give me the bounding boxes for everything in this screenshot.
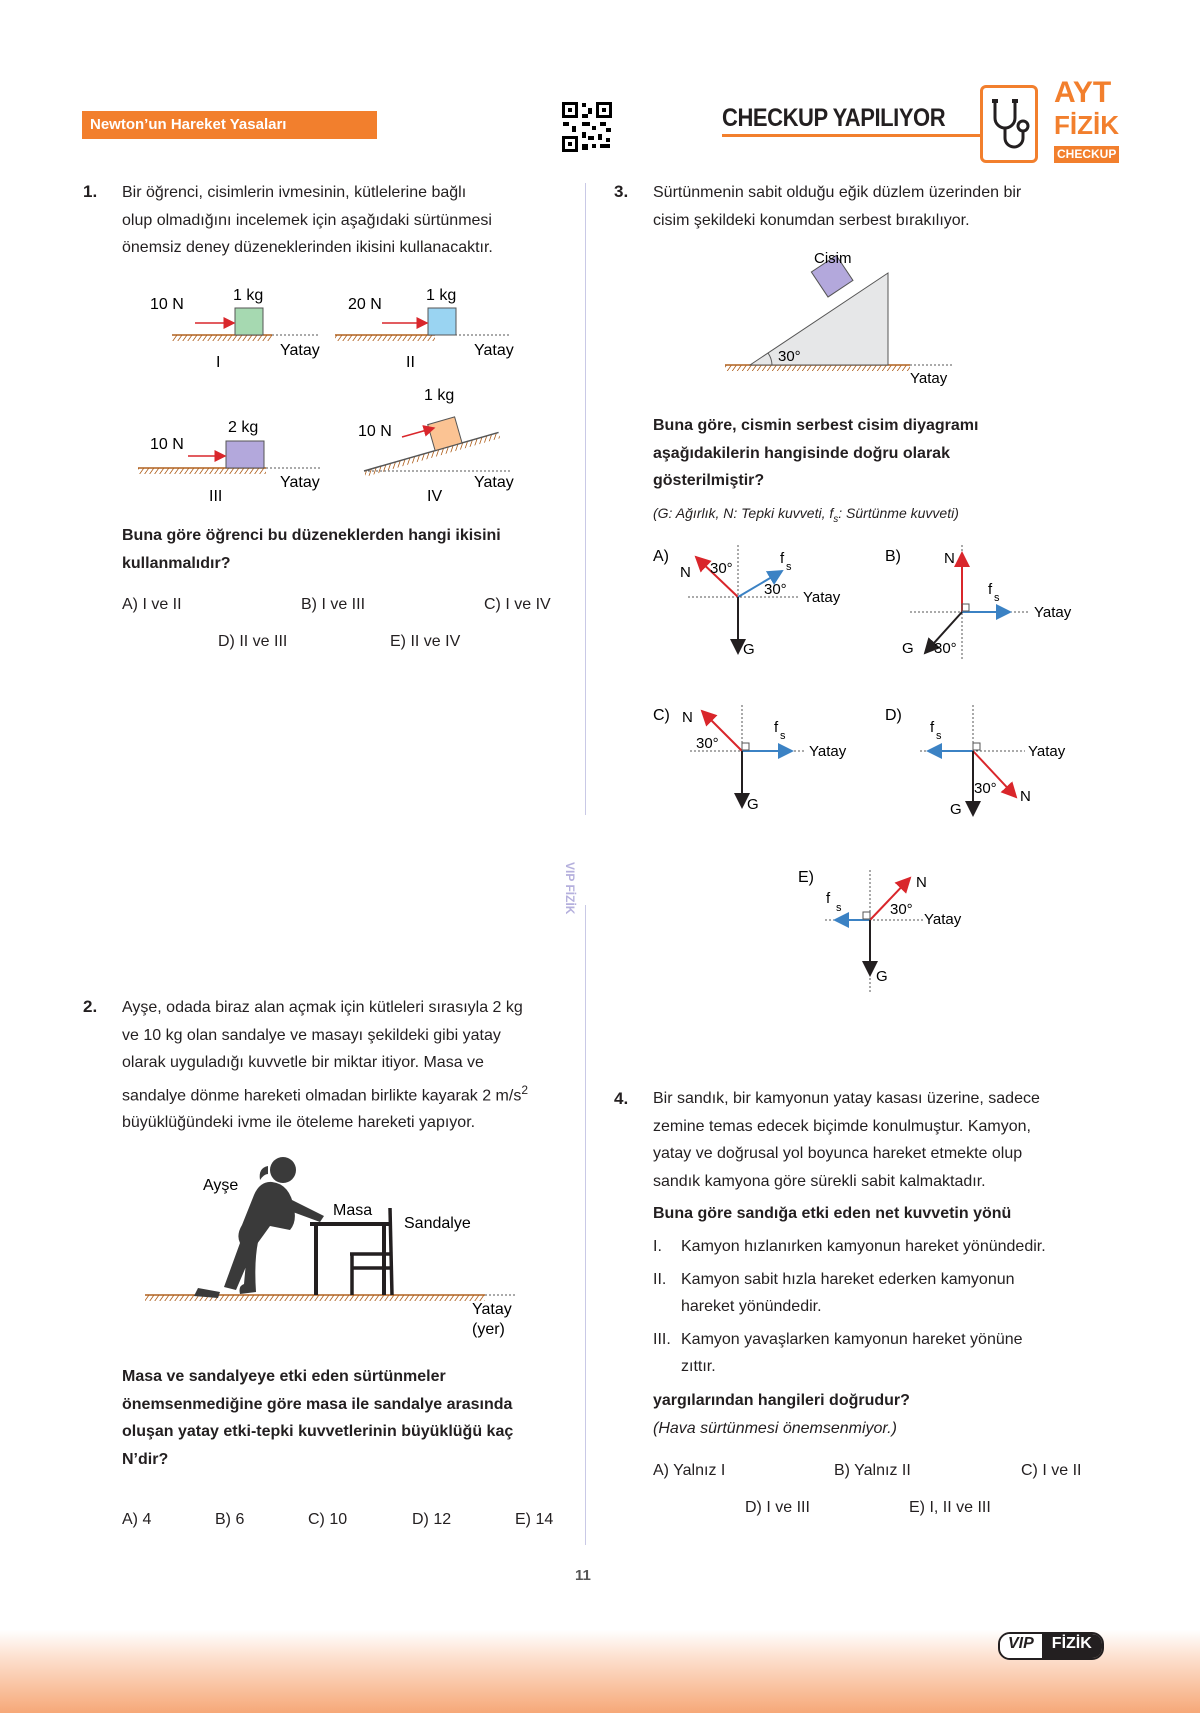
q1-question-line: Buna göre öğrenci bu düzeneklerden hangi ikisini <box>122 527 501 544</box>
setup-IV-force: 10 N <box>358 423 392 440</box>
stethoscope-icon <box>983 88 1035 160</box>
q3-text <box>653 179 1113 234</box>
q2-text-line: olarak uyguladığı kuvvetle bir miktar itiyor. Masa ve <box>122 1054 484 1071</box>
q3-number: 3. <box>614 182 629 201</box>
footer-brand-fizik: FİZİK <box>1042 1634 1102 1658</box>
setup-IV-mass: 1 kg <box>424 387 455 404</box>
setup-III-mass: 2 kg <box>228 419 259 436</box>
q2-text <box>122 994 572 1137</box>
q1-option-c[interactable]: C) I ve IV <box>484 596 551 613</box>
q3-c-s: s <box>780 730 786 742</box>
checkup-title: CHECKUP YAPILIYOR <box>722 104 946 132</box>
q2-text-line: Ayşe, odada biraz alan açmak için kütleleri sırasıyla 2 kg <box>122 999 523 1016</box>
q3-question-line: Buna göre, cismin serbest cisim diyagramı <box>653 417 979 434</box>
q3-option-a-label: A) <box>653 548 669 565</box>
q1-option-e[interactable]: E) II ve IV <box>390 633 461 650</box>
setup-III-label: III <box>209 488 223 505</box>
setup-I <box>150 287 320 371</box>
q3-a-s: s <box>786 561 792 573</box>
q2-text-line: ve 10 kg olan sandalye ve masayı şekildeki gibi yatay <box>122 1026 501 1044</box>
q4-option-c[interactable]: C) I ve II <box>1021 1462 1082 1479</box>
column-divider-top <box>585 183 586 815</box>
q3-option-b-label: B) <box>885 548 901 565</box>
q4-note: (Hava sürtünmesi önemsenmiyor.) <box>653 1420 897 1437</box>
q1-option-d[interactable]: D) II ve III <box>218 633 288 650</box>
setup-IV <box>357 387 514 505</box>
q3-e-G: G <box>876 968 888 985</box>
q4-text-line: sandık kamyona göre sürekli sabit kalmaktadır. <box>653 1172 986 1190</box>
q3-e-s: s <box>836 902 842 914</box>
q4-statement-2 <box>653 1266 1113 1321</box>
brand-fizik: FİZİK <box>1054 110 1119 140</box>
q4-prompt: Buna göre sandığa etki eden net kuvvetin yönü <box>653 1205 1012 1222</box>
q3-b-angle: 30° <box>934 640 957 657</box>
q3-text-line: Sürtünmenin sabit olduğu eğik düzlem üzerinden bir <box>653 184 1022 201</box>
table-shape <box>310 1224 390 1295</box>
q3-b-G: G <box>902 640 914 657</box>
setup-III-surface: Yatay <box>280 474 320 491</box>
q3-b-f: f <box>988 581 993 598</box>
q3-legend <box>653 505 959 525</box>
q3-e-angle: 30° <box>890 901 913 918</box>
q3-incline-figure <box>720 245 960 390</box>
q3-angle-label: 30° <box>778 348 801 365</box>
q3-question-line: aşağıdakilerin hangisinde doğru olarak <box>653 444 950 462</box>
q1-question-line: kullanmalıdır? <box>122 554 231 572</box>
q4-statement-line: Kamyon yavaşlarken kamyonun hareket yönüne <box>681 1330 1023 1348</box>
q3-b-surface: Yatay <box>1034 604 1072 621</box>
q2-text-line: büyüklüğündeki ivme ile öteleme hareketi yapıyor. <box>122 1114 476 1132</box>
q3-c-N: N <box>682 709 693 726</box>
q3-text-line: cisim şekildeki konumdan serbest bırakılıyor. <box>653 211 970 229</box>
q3-a-N: N <box>680 564 691 581</box>
q3-option-e[interactable] <box>798 869 962 993</box>
q3-e-f: f <box>826 890 831 907</box>
setup-II-label: II <box>406 354 415 371</box>
setup-IV-label: IV <box>427 488 443 505</box>
q2-label-ground: (yer) <box>472 1321 505 1338</box>
q4-number: 4. <box>614 1089 629 1108</box>
q3-b-N: N <box>944 550 955 567</box>
q3-e-N: N <box>916 874 927 891</box>
q4-option-d[interactable]: D) I ve III <box>745 1499 810 1516</box>
q3-a-G: G <box>743 641 755 658</box>
q3-d-surface: Yatay <box>1028 743 1066 760</box>
q2-superscript: 2 <box>521 1082 528 1097</box>
topic-banner: Newton’un Hareket Yasaları <box>82 111 377 139</box>
q1-text <box>122 179 562 262</box>
q2-label-chair: Sandalye <box>404 1215 471 1232</box>
q4-statement-line: hareket yönündedir. <box>681 1298 822 1315</box>
q2-option-e[interactable]: E) 14 <box>515 1511 554 1528</box>
q1-question <box>122 522 562 577</box>
checkup-underline <box>722 134 980 137</box>
q1-text-line: olup olmadığını incelemek için aşağıdaki sürtünmesi <box>122 211 492 229</box>
q4-statement-num: I. <box>653 1238 662 1255</box>
qr-code-icon[interactable] <box>560 100 614 154</box>
q2-text-line-4: sandalye dönme hareketi olmadan birlikte kayarak 2 m/s <box>122 1086 522 1104</box>
q3-e-surface: Yatay <box>924 911 962 928</box>
q3-b-s: s <box>994 592 1000 604</box>
footer-brand-vip: VIP <box>1000 1634 1042 1658</box>
setup-I-label: I <box>216 354 221 371</box>
brand-ayt: AYT <box>1054 76 1112 109</box>
q3-option-d[interactable] <box>885 705 1066 818</box>
side-label: VIP FİZİK <box>563 862 577 915</box>
q4-option-e[interactable]: E) I, II ve III <box>909 1499 991 1516</box>
q4-statement-num: III. <box>653 1330 671 1348</box>
setup-II-surface: Yatay <box>474 342 514 359</box>
q3-question <box>653 412 1113 495</box>
setup-III-force: 10 N <box>150 436 184 453</box>
q3-a-angle1: 30° <box>710 560 733 577</box>
q4-statement-1 <box>653 1233 1113 1261</box>
q2-number: 2. <box>83 997 98 1016</box>
q2-option-d[interactable]: D) 12 <box>412 1511 452 1528</box>
q3-legend-end: : Sürtünme kuvveti) <box>838 505 959 521</box>
q2-question <box>122 1363 572 1473</box>
setup-I-force: 10 N <box>150 296 184 313</box>
q3-legend-sub: s <box>833 513 839 525</box>
q4-text-line: yatay ve doğrusal yol boyunca hareket etmekte olup <box>653 1145 1023 1162</box>
q3-legend-text: (G: Ağırlık, N: Tepki kuvveti, f <box>653 505 834 521</box>
q3-option-b[interactable] <box>885 545 1072 660</box>
q4-statement-line: Kamyon hızlanırken kamyonun hareket yönündedir. <box>681 1238 1046 1255</box>
q3-c-surface: Yatay <box>809 743 847 760</box>
q3-options-figure <box>640 535 1110 995</box>
setup-IV-surface: Yatay <box>474 474 514 491</box>
q2-label-surface: Yatay <box>472 1301 512 1318</box>
q2-option-a[interactable]: A) 4 <box>122 1511 152 1528</box>
q3-d-angle: 30° <box>974 780 997 797</box>
q3-a-f: f <box>780 550 785 567</box>
q2-question-line: Masa ve sandalyeye etki eden sürtünmeler <box>122 1368 446 1385</box>
q1-option-b[interactable]: B) I ve III <box>301 596 366 613</box>
q4-statement-line: zıttır. <box>681 1358 716 1375</box>
q3-option-d-label: D) <box>885 707 902 724</box>
q3-option-c-label: C) <box>653 707 670 724</box>
q1-text-line: önemsiz deney düzeneklerinden ikisini kullanacaktır. <box>122 239 493 256</box>
q3-d-N: N <box>1020 788 1031 805</box>
q3-c-G: G <box>747 796 759 813</box>
stethoscope-box <box>980 85 1038 163</box>
q2-question-line: önemsenmediğine göre masa ile sandalye arasında <box>122 1395 513 1413</box>
setup-I-surface: Yatay <box>280 342 320 359</box>
q2-question-line: oluşan yatay etki-tepki kuvvetlerinin büyüklüğü kaç <box>122 1423 514 1440</box>
q1-figure <box>120 280 560 510</box>
setup-I-mass: 1 kg <box>233 287 264 304</box>
q2-option-b[interactable]: B) 6 <box>215 1511 245 1528</box>
q2-option-c[interactable]: C) 10 <box>308 1511 348 1528</box>
q4-statements <box>653 1233 1113 1381</box>
q4-option-b[interactable]: B) Yalnız II <box>834 1462 911 1479</box>
column-divider-bottom <box>585 905 586 1545</box>
q3-c-f: f <box>774 719 779 736</box>
q2-question-line: N’dir? <box>122 1450 169 1468</box>
q4-text-line: zemine temas edecek biçimde konulmuştur. Kamyon, <box>653 1117 1031 1135</box>
q1-text-line: Bir öğrenci, cisimlerin ivmesinin, kütlelerine bağlı <box>122 184 467 201</box>
q3-option-c[interactable] <box>653 705 847 813</box>
q4-text <box>653 1085 1113 1195</box>
q3-option-a[interactable] <box>653 545 841 658</box>
page-number: 11 <box>575 1567 591 1584</box>
q3-option-e-label: E) <box>798 869 814 886</box>
q3-a-surface: Yatay <box>803 589 841 606</box>
q3-surface-label: Yatay <box>910 370 948 387</box>
q3-a-angle2: 30° <box>764 581 787 598</box>
q1-option-a[interactable]: A) I ve II <box>122 596 182 613</box>
q4-question: yargılarından hangileri doğrudur? <box>653 1392 910 1409</box>
brand-checkup: CHECKUP <box>1054 146 1119 163</box>
q3-d-f: f <box>930 719 935 736</box>
setup-III <box>138 419 320 505</box>
setup-II-mass: 1 kg <box>426 287 457 304</box>
q4-statement-line: Kamyon sabit hızla hareket ederken kamyonun <box>681 1270 1015 1288</box>
q3-c-angle: 30° <box>696 735 719 752</box>
q2-label-ayse: Ayşe <box>203 1177 239 1194</box>
q2-figure <box>140 1150 540 1340</box>
q3-question-line: gösterilmiştir? <box>653 472 765 489</box>
q4-text-line: Bir sandık, bir kamyonun yatay kasası üzerine, sadece <box>653 1090 1040 1107</box>
q4-option-a[interactable]: A) Yalnız I <box>653 1462 726 1479</box>
q2-text-line <box>122 1077 572 1110</box>
setup-II <box>335 287 514 371</box>
q3-d-G: G <box>950 801 962 818</box>
q4-statement-3 <box>653 1326 1113 1381</box>
q2-label-table: Masa <box>333 1202 373 1219</box>
q4-statement-num: II. <box>653 1270 667 1288</box>
q1-number: 1. <box>83 182 98 201</box>
q3-d-s: s <box>936 730 942 742</box>
setup-II-force: 20 N <box>348 296 382 313</box>
q3-object-label: Cisim <box>814 250 852 267</box>
footer-brand <box>998 1632 1104 1660</box>
